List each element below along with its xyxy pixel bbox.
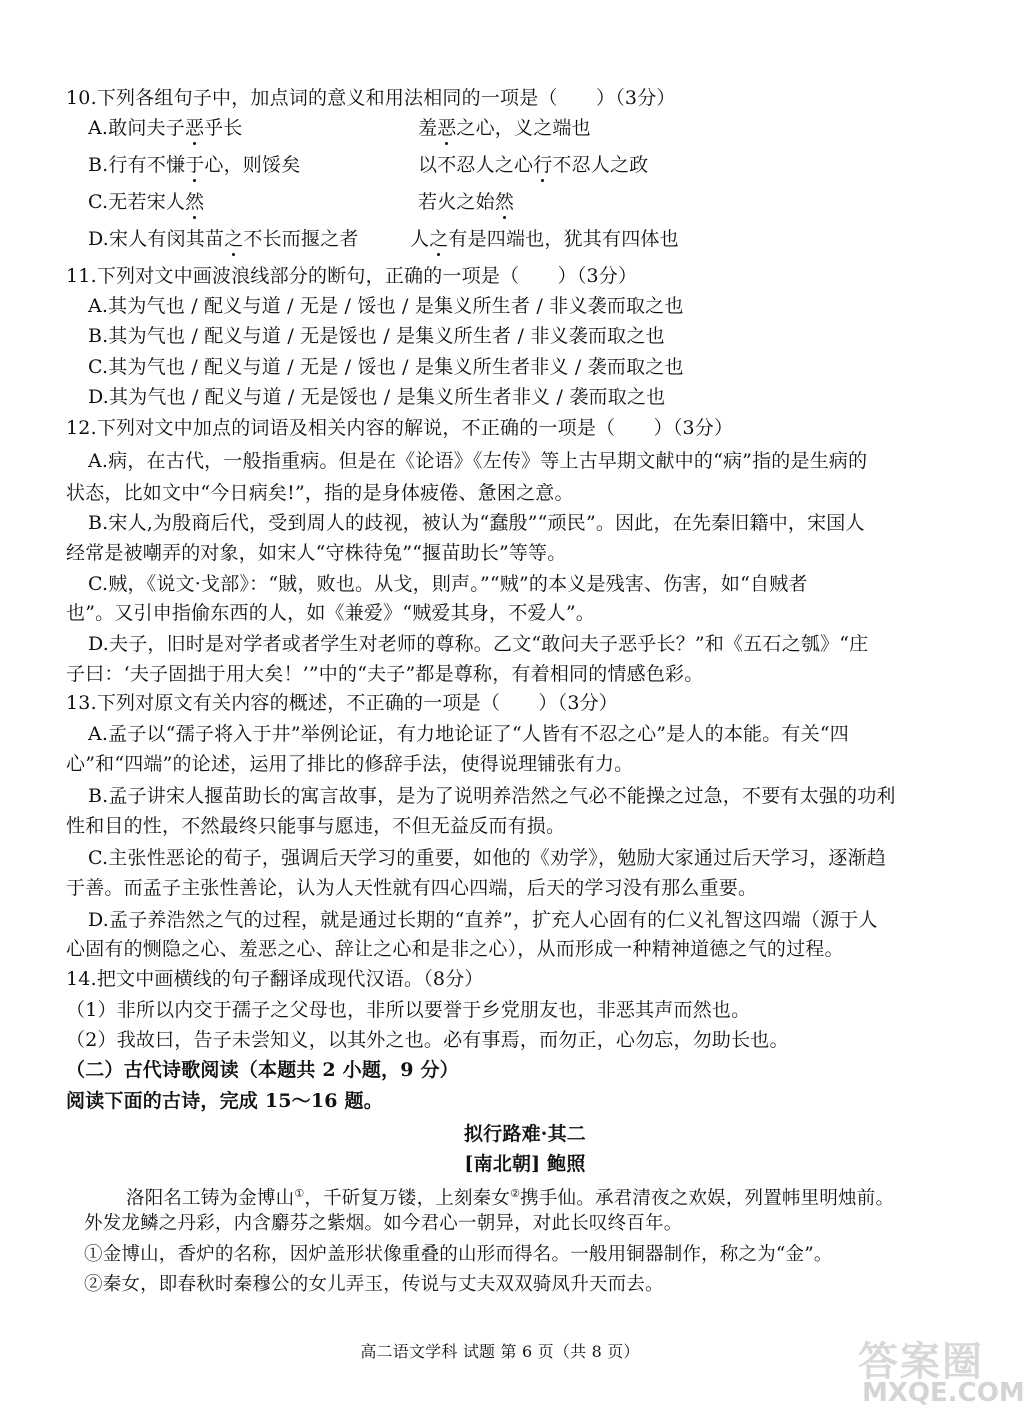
q12-option-b-line1: B.宋人,为殷商后代，受到周人的歧视，被认为“蠢殷”“顽民”。因此，在先秦旧籍中，宋国人 — [88, 512, 865, 534]
q11-stem: 11.下列对文中画波浪线部分的断句，正确的一项是（ ）（3分） — [66, 265, 638, 287]
q13-option-d-line2: 心固有的恻隐之心、羞恶之心、辞让之心和是非之心），从而形成一种精神道德之气的过程。 — [66, 938, 844, 960]
q12-option-c-line2: 也”。又引申指偷东西的人，如《兼爱》“贼爱其身，不爱人”。 — [66, 602, 595, 624]
q13-option-b-line2: 性和目的性，不然最终只能事与愿违，不但无益反而有损。 — [66, 815, 566, 837]
q14-item-2: （2）我故曰，告子未尝知义，以其外之也。必有事焉，而勿正，心勿忘，勿助长也。 — [66, 1029, 789, 1051]
q12-option-d-line1: D.夫子，旧时是对学者或者学生对老师的尊称。乙文“敢问夫子恶乎长？”和《五石之瓠》“庄 — [88, 633, 869, 655]
q10-option-b-left: B.行有不慊于心，则馁矣 — [88, 154, 301, 176]
q11-option-a: A.其为气也 / 配义与道 / 无是 / 馁也 / 是集义所生者 / 非义袭而取之也 — [88, 295, 684, 317]
q13-option-a-line2: 心”和“四端”的论述，运用了排比的修辞手法，使得说理铺张有力。 — [66, 753, 634, 775]
q10-option-b-right: 以不忍人之心行不忍人之政 — [418, 154, 649, 176]
q10-option-c-right: 若火之始然 — [418, 191, 515, 213]
poem-title: 拟行路难·其二 — [463, 1123, 586, 1145]
q10-option-c-left: C.无若宋人然 — [88, 191, 205, 213]
q11-option-c: C.其为气也 / 配义与道 / 无是 / 馁也 / 是集义所生者非义 / 袭而取之也 — [88, 356, 684, 378]
q12-stem: 12.下列对文中加点的词语及相关内容的解说，不正确的一项是（ ）（3分） — [66, 417, 734, 439]
q12-option-b-line2: 经常是被嘲弄的对象，如宋人“守株待兔”“揠苗助长”等等。 — [66, 542, 567, 564]
q10-option-d-right: 人之有是四端也，犹其有四体也 — [410, 228, 679, 250]
section-instruction: 阅读下面的古诗，完成 15～16 题。 — [66, 1090, 383, 1112]
watermark-url: MXQE.COM — [862, 1378, 1025, 1408]
poem-line-1: 洛阳名工铸为金博山①，千斫复万镂，上刻秦女②携手仙。承君清夜之欢娱，列置帏里明烛前。 — [126, 1187, 895, 1210]
page-footer: 高二语文学科 试题 第 6 页（共 8 页） — [360, 1342, 640, 1361]
q10-option-a-left: A.敢问夫子恶乎长 — [88, 117, 243, 139]
q10-option-a-right: 羞恶之心，义之端也 — [418, 117, 591, 139]
q12-option-a-line1: A.病，在古代，一般指重病。但是在《论语》《左传》等上古早期文献中的“病”指的是生病的 — [88, 450, 868, 472]
emphasis-dot: 于 — [185, 154, 205, 176]
emphasis-dot: 之 — [429, 228, 449, 250]
poem-note-2: ②秦女，即春秋时秦穆公的女儿弄玉，传说与丈夫双双骑凤升天而去。 — [84, 1274, 664, 1295]
q13-option-c-line1: C.主张性恶论的荀子，强调后天学习的重要，如他的《劝学》，勉励大家通过后天学习，逐渐趋 — [88, 847, 887, 869]
q12-option-c-line1: C.贼，《说文·戈部》：“賊，败也。从戈，則声。”“贼”的本义是残害、伤害，如“自贼者 — [88, 573, 808, 595]
watermark-logo-text: 答案圈 — [858, 1339, 984, 1385]
q10-stem: 10.下列各组句子中，加点词的意义和用法相同的一项是（ ）（3分） — [66, 87, 676, 109]
footnote-marker: ① — [294, 1187, 305, 1200]
q13-option-c-line2: 于善。而孟子主张性善论，认为人天性就有四心四端，后天的学习没有那么重要。 — [66, 877, 758, 899]
emphasis-dot: 恶 — [184, 117, 205, 139]
q10-option-d-left: D.宋人有闵其苗之不长而揠之者 — [88, 228, 359, 250]
emphasis-dot: 之 — [224, 228, 244, 250]
q13-option-b-line1: B.孟子讲宋人揠苗助长的寓言故事，是为了说明养浩然之气必不能操之过急，不要有太强的功利 — [88, 785, 896, 807]
q14-stem: 14.把文中画横线的句子翻译成现代汉语。（8分） — [66, 968, 484, 990]
emphasis-dot: 然 — [494, 191, 515, 213]
q11-option-d: D.其为气也 / 配义与道 / 无是馁也 / 是集义所生者非义 / 袭而取之也 — [88, 386, 666, 408]
section-heading: （二）古代诗歌阅读（本题共 2 小题，9 分） — [66, 1059, 459, 1081]
q13-option-d-line1: D.孟子养浩然之气的过程，就是通过长期的“直养”，扩充人心固有的仁义礼智这四端（源于人 — [88, 909, 878, 931]
q13-stem: 13.下列对原文有关内容的概述，不正确的一项是（ ）（3分） — [66, 692, 619, 714]
emphasis-dot: 然 — [185, 191, 205, 213]
footnote-marker: ② — [510, 1187, 521, 1200]
q12-option-d-line2: 子曰：‘夫子固拙于用大矣！’”中的“夫子”都是尊称，有着相同的情感色彩。 — [66, 663, 704, 685]
poem-author: [南北朝] 鲍照 — [464, 1153, 586, 1175]
q13-option-a-line1: A.孟子以“孺子将入于井”举例论证，有力地论证了“人皆有不忍之心”是人的本能。有关“四 — [88, 723, 849, 745]
q14-item-1: （1）非所以内交于孺子之父母也，非所以要誉于乡党朋友也，非恶其声而然也。 — [66, 999, 751, 1021]
poem-line-2: 外发龙鳞之丹彩，内含麝芬之紫烟。如今君心一朝异，对此长叹终百年。 — [84, 1213, 683, 1234]
q12-option-a-line2: 状态，比如文中“今日病矣!”，指的是身体疲倦、惫困之意。 — [66, 482, 574, 504]
emphasis-dot: 行 — [533, 154, 553, 176]
poem-note-1: ①金博山，香炉的名称，因炉盖形状像重叠的山形而得名。一般用铜器制作，称之为“金”。 — [84, 1244, 833, 1265]
watermark-logo — [858, 1330, 1025, 1410]
emphasis-dot: 恶 — [437, 117, 457, 139]
q11-option-b: B.其为气也 / 配义与道 / 无是馁也 / 是集义所生者 / 非义袭而取之也 — [88, 325, 665, 347]
